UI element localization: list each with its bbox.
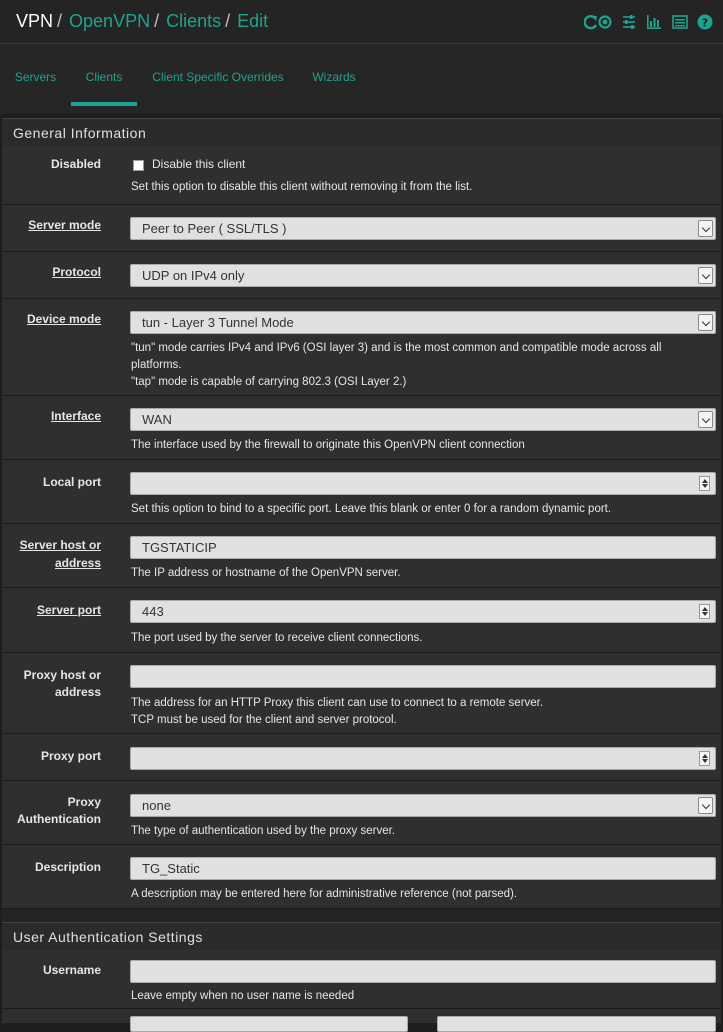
row-server-host xyxy=(2,524,721,588)
proxy-port-input[interactable] xyxy=(130,747,716,770)
label-username: Username xyxy=(42,963,101,977)
list-icon[interactable] xyxy=(672,14,688,33)
label-device-mode: Device mode xyxy=(26,312,101,326)
tab-clients[interactable]: Clients xyxy=(71,44,137,106)
server-port-input[interactable] xyxy=(130,600,716,623)
tab-client-specific-overrides[interactable]: Client Specific Overrides xyxy=(152,70,284,84)
label-proxy-auth-2: Authentication xyxy=(17,812,101,826)
label-server-host-1: Server host or xyxy=(19,538,101,552)
server-mode-select[interactable] xyxy=(130,217,716,240)
row-proxy-authentication xyxy=(2,781,721,845)
disable-client-checkbox-label: Disable this client xyxy=(152,157,246,171)
protocol-select[interactable] xyxy=(130,264,716,287)
proxy-host-input[interactable] xyxy=(130,665,716,688)
row-disabled xyxy=(2,146,721,205)
label-local-port: Local port xyxy=(42,475,101,489)
row-username xyxy=(2,950,721,1009)
section-title-general: General Information xyxy=(2,118,721,146)
help-username: Leave empty when no user name is needed xyxy=(131,990,355,1002)
breadcrumb-edit[interactable]: Edit xyxy=(237,11,269,31)
label-server-mode: Server mode xyxy=(28,218,101,232)
row-proxy-host xyxy=(2,653,721,734)
proxy-auth-value: none xyxy=(142,798,171,813)
row-proxy-port xyxy=(2,734,721,781)
disable-client-checkbox[interactable] xyxy=(133,160,144,171)
label-protocol: Protocol xyxy=(52,265,101,279)
breadcrumb-clients[interactable]: Clients xyxy=(166,11,222,31)
device-mode-select[interactable] xyxy=(130,311,716,334)
label-proxy-port: Proxy port xyxy=(40,749,101,763)
spinner-icon[interactable] xyxy=(699,604,710,619)
username-input[interactable] xyxy=(130,960,716,983)
row-description xyxy=(2,845,721,909)
server-host-value: TGSTATICIP xyxy=(142,540,217,555)
interface-value: WAN xyxy=(142,412,172,427)
row-password xyxy=(2,1009,721,1023)
row-local-port xyxy=(2,460,721,524)
help-proxy-host-2: TCP must be used for the client and server protocol. xyxy=(131,714,397,726)
server-host-input[interactable] xyxy=(130,536,716,559)
help-device-mode-2: platforms. xyxy=(131,359,182,371)
description-input[interactable] xyxy=(130,857,716,880)
svg-text:?: ? xyxy=(701,16,709,30)
help-proxy-auth: The type of authentication used by the proxy server. xyxy=(131,825,396,837)
settings-sliders-icon[interactable] xyxy=(621,14,637,33)
help-disabled: Set this option to disable this client without removing it from the list. xyxy=(131,181,473,193)
help-server-host: The IP address or hostname of the OpenVPN server. xyxy=(131,567,401,579)
help-proxy-host-1: The address for an HTTP Proxy this client can use to connect to a remote server. xyxy=(131,697,544,709)
section-title-user-auth: User Authentication Settings xyxy=(2,922,721,950)
page-header xyxy=(0,0,723,44)
tab-servers[interactable]: Servers xyxy=(14,70,57,84)
spinner-icon[interactable] xyxy=(699,476,710,491)
server-mode-value: Peer to Peer ( SSL/TLS ) xyxy=(142,221,287,236)
label-interface: Interface xyxy=(50,409,101,423)
chevron-down-icon xyxy=(698,797,713,814)
chevron-down-icon xyxy=(698,314,713,331)
tab-wizards[interactable]: Wizards xyxy=(312,70,356,84)
reload-icon[interactable] xyxy=(584,14,612,33)
row-server-mode xyxy=(2,205,721,252)
bar-chart-icon[interactable] xyxy=(646,14,662,33)
breadcrumb-root: VPN xyxy=(16,11,54,31)
chevron-down-icon xyxy=(698,411,713,428)
label-proxy-host-1: Proxy host or xyxy=(23,668,101,682)
label-proxy-host-2: address xyxy=(54,685,101,699)
row-protocol xyxy=(2,252,721,299)
chevron-down-icon xyxy=(698,220,713,237)
header-icons xyxy=(578,14,713,32)
local-port-input[interactable] xyxy=(130,472,716,495)
help-device-mode-1: "tun" mode carries IPv4 and IPv6 (OSI layer 3) and is the most common and compatible mode across all xyxy=(131,342,662,354)
help-description: A description may be entered here for administrative reference (not parsed). xyxy=(131,888,518,900)
password-confirm-input[interactable] xyxy=(437,1016,716,1032)
description-value: TG_Static xyxy=(142,861,200,876)
breadcrumb-openvpn[interactable]: OpenVPN xyxy=(69,11,151,31)
help-local-port: Set this option to bind to a specific port. Leave this blank or enter 0 for a random dynamic port. xyxy=(131,503,612,515)
protocol-value: UDP on IPv4 only xyxy=(142,268,245,283)
help-icon[interactable] xyxy=(697,14,713,33)
label-server-port: Server port xyxy=(36,603,101,617)
general-information-panel xyxy=(2,118,721,1023)
proxy-auth-select[interactable] xyxy=(130,794,716,817)
label-description: Description xyxy=(34,860,101,874)
row-server-port xyxy=(2,588,721,653)
label-server-host-2: address xyxy=(54,556,101,570)
breadcrumb: VPN / OpenVPN / Clients / Edit xyxy=(16,11,269,31)
interface-select[interactable] xyxy=(130,408,716,431)
tab-bar xyxy=(0,44,723,114)
help-server-port: The port used by the server to receive client connections. xyxy=(131,632,423,644)
row-interface xyxy=(2,396,721,460)
label-disabled: Disabled xyxy=(50,157,101,171)
chevron-down-icon xyxy=(698,267,713,284)
row-device-mode xyxy=(2,299,721,396)
label-proxy-auth-1: Proxy xyxy=(67,795,101,809)
password-input[interactable] xyxy=(130,1016,408,1032)
spinner-icon[interactable] xyxy=(699,751,710,766)
server-port-value: 443 xyxy=(142,604,164,619)
help-device-mode-3: "tap" mode is capable of carrying 802.3 (OSI Layer 2.) xyxy=(131,376,407,388)
help-interface: The interface used by the firewall to originate this OpenVPN client connection xyxy=(131,439,525,451)
device-mode-value: tun - Layer 3 Tunnel Mode xyxy=(142,315,294,330)
